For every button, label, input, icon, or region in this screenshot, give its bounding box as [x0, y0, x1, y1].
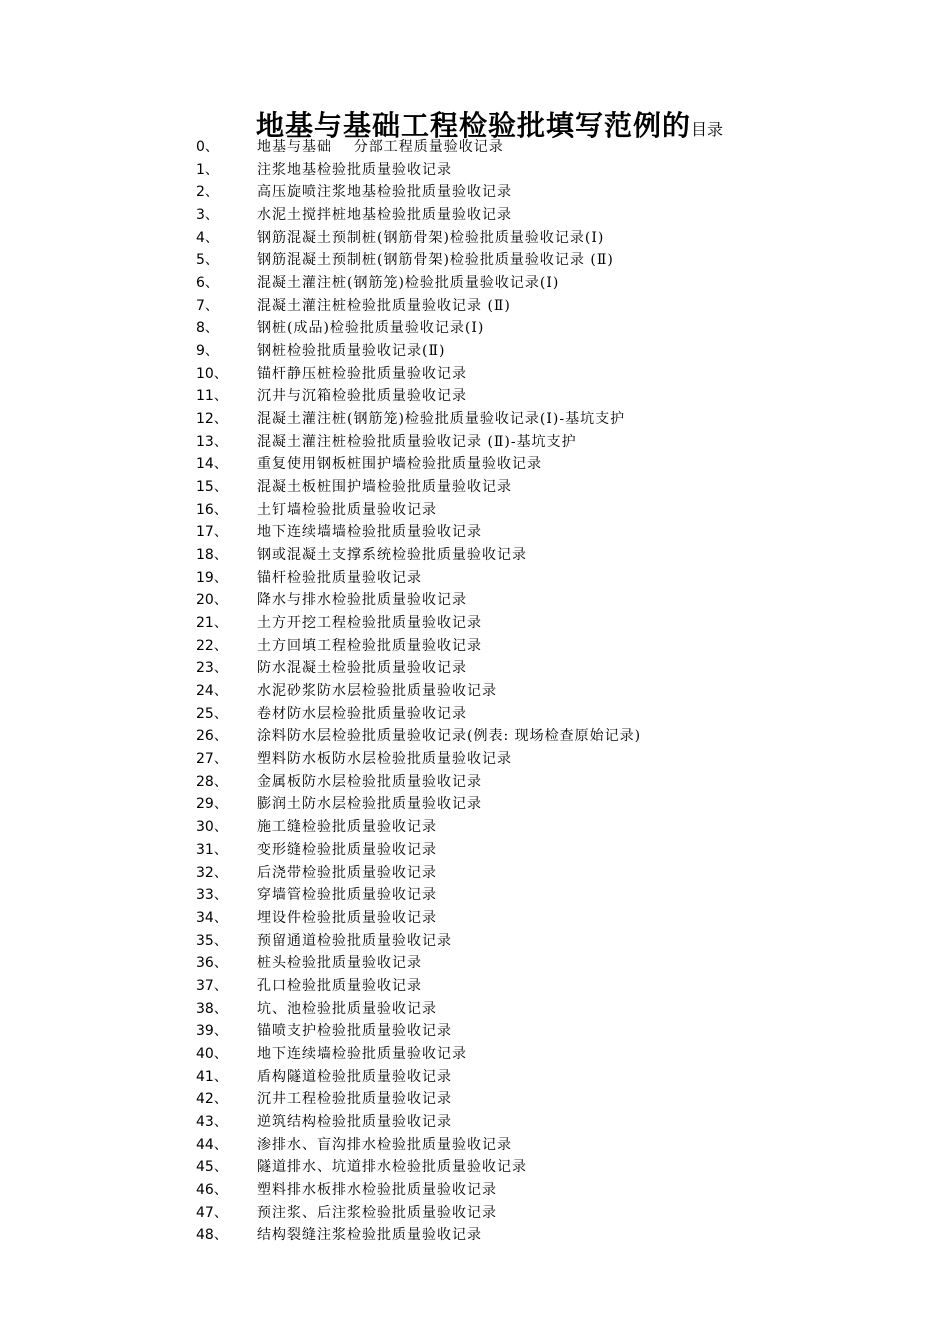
item-title: 水泥土搅拌桩地基检验批质量验收记录 [257, 207, 512, 224]
item-number: 22、 [196, 637, 228, 654]
item-number: 25、 [196, 705, 228, 722]
item-number: 0、 [196, 139, 219, 155]
list-item [0, 292, 950, 315]
item-title: 沉井与沉箱检验批质量验收记录 [257, 388, 467, 405]
item-number: 4、 [196, 229, 219, 246]
item-number: 27、 [196, 751, 228, 768]
list-item [0, 927, 950, 950]
list-item [0, 677, 950, 700]
list-item [0, 1153, 950, 1176]
list-item [0, 405, 950, 428]
list-item [0, 133, 950, 156]
item-number: 17、 [196, 524, 228, 541]
item-number: 1、 [196, 161, 219, 178]
item-title: 结构裂缝注浆检验批质量验收记录 [257, 1227, 482, 1244]
item-title: 混凝土灌注桩(钢筋笼)检验批质量验收记录(Ⅰ)-基坑支护 [257, 411, 626, 428]
item-number: 13、 [196, 433, 228, 450]
item-number: 38、 [196, 1000, 228, 1017]
item-number: 14、 [196, 456, 228, 473]
item-number: 19、 [196, 569, 228, 586]
list-item [0, 428, 950, 451]
item-title: 混凝土灌注桩检验批质量验收记录 (Ⅱ) [257, 297, 511, 314]
item-title: 降水与排水检验批质量验收记录 [257, 592, 467, 609]
item-title: 施工缝检验批质量验收记录 [257, 819, 437, 836]
item-number: 45、 [196, 1159, 228, 1176]
item-title: 钢或混凝土支撑系统检验批质量验收记录 [257, 547, 527, 564]
item-title: 变形缝检验批质量验收记录 [257, 841, 437, 858]
item-title: 膨润土防水层检验批质量验收记录 [257, 796, 482, 813]
item-number: 41、 [196, 1068, 228, 1085]
item-title: 锚喷支护检验批质量验收记录 [257, 1023, 452, 1040]
item-number: 46、 [196, 1181, 228, 1198]
list-item [0, 859, 950, 882]
list-item [0, 496, 950, 519]
item-number: 3、 [196, 207, 219, 224]
list-item [0, 1131, 950, 1154]
item-number: 30、 [196, 819, 228, 836]
item-number: 47、 [196, 1204, 228, 1221]
item-title: 钢桩检验批质量验收记录(Ⅱ) [257, 343, 446, 360]
list-item [0, 813, 950, 836]
list-item [0, 360, 950, 383]
item-title: 高压旋喷注浆地基检验批质量验收记录 [257, 184, 512, 201]
item-title: 钢桩(成品)检验批质量验收记录(Ⅰ) [257, 320, 485, 337]
item-title: 地基与基础 分部工程质量验收记录 [257, 139, 504, 155]
list-item [0, 269, 950, 292]
item-title: 渗排水、盲沟排水检验批质量验收记录 [257, 1136, 512, 1153]
item-title: 卷材防水层检验批质量验收记录 [257, 705, 467, 722]
list-item [0, 949, 950, 972]
item-title: 锚杆静压桩检验批质量验收记录 [257, 365, 467, 382]
item-title: 金属板防水层检验批质量验收记录 [257, 773, 482, 790]
list-item [0, 224, 950, 247]
list-item [0, 722, 950, 745]
item-title: 混凝土灌注桩检验批质量验收记录 (Ⅱ)-基坑支护 [257, 433, 577, 450]
list-item [0, 1176, 950, 1199]
title-suffix: 目录 [691, 120, 724, 139]
item-number: 10、 [196, 365, 228, 382]
item-number: 6、 [196, 275, 219, 292]
item-number: 33、 [196, 887, 228, 904]
list-item [0, 450, 950, 473]
item-title: 涂料防水层检验批质量验收记录(例表: 现场检查原始记录) [257, 728, 642, 745]
item-number: 7、 [196, 297, 219, 314]
item-number: 36、 [196, 955, 228, 972]
table-of-contents [0, 133, 950, 1244]
list-item [0, 972, 950, 995]
list-item [0, 700, 950, 723]
item-number: 28、 [196, 773, 228, 790]
item-number: 35、 [196, 932, 228, 949]
item-title: 预留通道检验批质量验收记录 [257, 932, 452, 949]
item-title: 预注浆、后注浆检验批质量验收记录 [257, 1204, 497, 1221]
item-title: 锚杆检验批质量验收记录 [257, 569, 422, 586]
item-title: 土方开挖工程检验批质量验收记录 [257, 615, 482, 632]
item-number: 11、 [196, 388, 228, 405]
item-title: 逆筑结构检验批质量验收记录 [257, 1113, 452, 1130]
list-item [0, 337, 950, 360]
list-item [0, 768, 950, 791]
item-title: 水泥砂浆防水层检验批质量验收记录 [257, 683, 497, 700]
item-number: 40、 [196, 1045, 228, 1062]
item-title: 后浇带检验批质量验收记录 [257, 864, 437, 881]
list-item [0, 995, 950, 1018]
item-title: 土钉墙检验批质量验收记录 [257, 501, 437, 518]
item-title: 孔口检验批质量验收记录 [257, 977, 422, 994]
list-item [0, 790, 950, 813]
item-number: 31、 [196, 841, 228, 858]
item-number: 42、 [196, 1091, 228, 1108]
item-title: 重复使用钢板桩围护墙检验批质量验收记录 [257, 456, 542, 473]
item-number: 44、 [196, 1136, 228, 1153]
item-title: 地下连续墙墙检验批质量验收记录 [257, 524, 482, 541]
item-number: 8、 [196, 320, 219, 337]
item-title: 桩头检验批质量验收记录 [257, 955, 422, 972]
item-title: 塑料排水板排水检验批质量验收记录 [257, 1181, 497, 1198]
item-title: 注浆地基检验批质量验收记录 [257, 161, 452, 178]
item-title: 混凝土灌注桩(钢筋笼)检验批质量验收记录(Ⅰ) [257, 275, 560, 292]
item-number: 21、 [196, 615, 228, 632]
title-main: 地基与基础工程检验批填写范例的 [256, 109, 692, 142]
item-number: 29、 [196, 796, 228, 813]
item-number: 12、 [196, 411, 228, 428]
item-number: 39、 [196, 1023, 228, 1040]
list-item [0, 881, 950, 904]
list-item [0, 314, 950, 337]
item-title: 塑料防水板防水层检验批质量验收记录 [257, 751, 512, 768]
item-number: 43、 [196, 1113, 228, 1130]
list-item [0, 201, 950, 224]
item-number: 26、 [196, 728, 228, 745]
list-item [0, 541, 950, 564]
item-number: 18、 [196, 547, 228, 564]
item-number: 37、 [196, 977, 228, 994]
list-item [0, 654, 950, 677]
item-number: 32、 [196, 864, 228, 881]
item-number: 24、 [196, 683, 228, 700]
item-title: 穿墙管检验批质量验收记录 [257, 887, 437, 904]
item-number: 20、 [196, 592, 228, 609]
list-item [0, 1085, 950, 1108]
item-number: 16、 [196, 501, 228, 518]
list-item [0, 382, 950, 405]
item-title: 钢筋混凝土预制桩(钢筋骨架)检验批质量验收记录 (Ⅱ) [257, 252, 614, 269]
item-title: 埋设件检验批质量验收记录 [257, 909, 437, 926]
list-item [0, 904, 950, 927]
item-title: 混凝土板桩围护墙检验批质量验收记录 [257, 479, 512, 496]
item-number: 23、 [196, 660, 228, 677]
item-number: 5、 [196, 252, 219, 269]
list-item [0, 1017, 950, 1040]
list-item [0, 586, 950, 609]
list-item [0, 1108, 950, 1131]
item-title: 地下连续墙检验批质量验收记录 [257, 1045, 467, 1062]
list-item [0, 246, 950, 269]
item-title: 坑、池检验批质量验收记录 [257, 1000, 437, 1017]
list-item [0, 473, 950, 496]
item-number: 9、 [196, 343, 219, 360]
item-number: 34、 [196, 909, 228, 926]
list-item [0, 1199, 950, 1222]
item-title: 盾构隧道检验批质量验收记录 [257, 1068, 452, 1085]
list-item [0, 745, 950, 768]
list-item [0, 156, 950, 179]
list-item [0, 632, 950, 655]
list-item [0, 564, 950, 587]
list-item [0, 836, 950, 859]
item-title: 土方回填工程检验批质量验收记录 [257, 637, 482, 654]
list-item [0, 518, 950, 541]
item-title: 防水混凝土检验批质量验收记录 [257, 660, 467, 677]
item-number: 48、 [196, 1227, 228, 1244]
item-number: 2、 [196, 184, 219, 201]
list-item [0, 609, 950, 632]
item-title: 沉井工程检验批质量验收记录 [257, 1091, 452, 1108]
list-item [0, 1063, 950, 1086]
item-number: 15、 [196, 479, 228, 496]
list-item [0, 1040, 950, 1063]
list-item [0, 1221, 950, 1244]
list-item [0, 178, 950, 201]
item-title: 隧道排水、坑道排水检验批质量验收记录 [257, 1159, 527, 1176]
item-title: 钢筋混凝土预制桩(钢筋骨架)检验批质量验收记录(Ⅰ) [257, 229, 605, 246]
